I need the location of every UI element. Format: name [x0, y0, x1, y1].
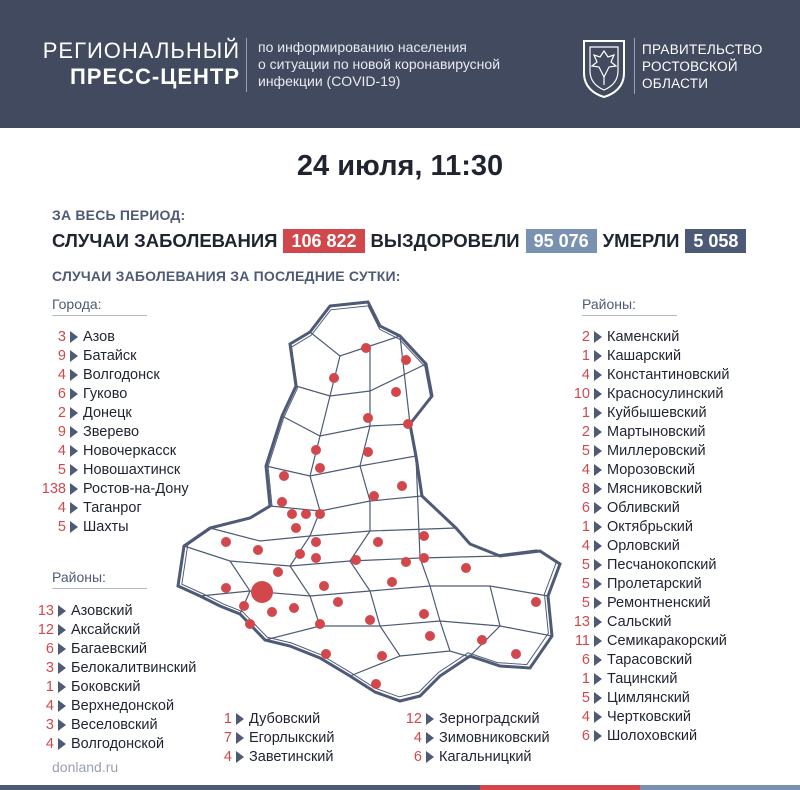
list-item — [40, 498, 189, 517]
place-name: Цимлянский — [607, 689, 690, 706]
government-label — [642, 41, 763, 92]
case-count: 2 — [57, 404, 66, 421]
case-count: 6 — [45, 640, 54, 657]
case-count: 2 — [581, 328, 590, 345]
gov-line: ОБЛАСТИ — [642, 76, 709, 91]
daily-cases-label: СЛУЧАИ ЗАБОЛЕВАНИЯ ЗА ПОСЛЕДНИЕ СУТКИ: — [52, 268, 401, 284]
report-date: 24 июля, 11:30 — [296, 150, 504, 182]
totals-row — [52, 229, 752, 253]
case-count: 1 — [581, 518, 590, 535]
case-count: 13 — [37, 602, 54, 619]
triangle-arrow-icon — [594, 445, 602, 457]
triangle-arrow-icon — [594, 521, 602, 533]
list-item — [40, 403, 189, 422]
place-name: Егорлыкский — [249, 729, 335, 746]
list-item — [40, 517, 189, 536]
list-item — [566, 346, 729, 365]
case-count: 1 — [581, 404, 590, 421]
press-center-subtitle — [258, 39, 538, 90]
list-item — [566, 688, 729, 707]
place-name: Азов — [83, 328, 115, 345]
place-name: Пролетарский — [607, 575, 702, 592]
list-item — [566, 707, 729, 726]
case-count: 5 — [57, 518, 66, 535]
place-name: Куйбышевский — [607, 404, 707, 421]
list-item — [34, 734, 196, 753]
list-item — [566, 422, 729, 441]
list-item — [566, 612, 729, 631]
press-center-title-line1: РЕГИОНАЛЬНЫЙ — [42, 38, 240, 63]
case-count: 8 — [581, 480, 590, 497]
list-item — [566, 327, 729, 346]
case-count: 4 — [57, 442, 66, 459]
place-name: Шахты — [83, 518, 129, 535]
list-item — [40, 479, 189, 498]
footer-bar-dark — [0, 785, 480, 790]
districts-right-title-text: Районы: — [582, 296, 636, 312]
case-count: 3 — [45, 659, 54, 676]
case-count: 5 — [581, 556, 590, 573]
list-item — [566, 498, 729, 517]
triangle-arrow-icon — [594, 540, 602, 552]
case-count: 4 — [45, 735, 54, 752]
place-name: Волгодонской — [71, 735, 165, 752]
place-name: Верхнедонской — [71, 697, 175, 714]
triangle-arrow-icon — [594, 426, 602, 438]
case-count: 10 — [573, 385, 590, 402]
triangle-arrow-icon — [70, 445, 78, 457]
list-item — [566, 650, 729, 669]
place-name: Багаевский — [71, 640, 148, 657]
districts-left-title — [52, 569, 147, 589]
list-item — [400, 747, 550, 766]
triangle-arrow-icon — [70, 502, 78, 514]
case-count: 4 — [581, 537, 590, 554]
place-name: Зимовниковский — [439, 729, 550, 746]
case-count: 1 — [45, 678, 54, 695]
place-name: Зверево — [83, 423, 140, 440]
place-name: Тацинский — [607, 670, 678, 687]
case-count: 12 — [405, 710, 422, 727]
place-name: Заветинский — [249, 748, 334, 765]
place-name: Волгодонск — [83, 366, 160, 383]
cases-badge: 106 822 — [283, 229, 364, 253]
list-item — [40, 460, 189, 479]
place-name: Красносулинский — [607, 385, 724, 402]
triangle-arrow-icon — [70, 407, 78, 419]
triangle-arrow-icon — [594, 730, 602, 742]
gov-line: РОСТОВСКОЙ — [642, 59, 738, 74]
case-count: 6 — [581, 499, 590, 516]
case-count: 4 — [57, 366, 66, 383]
list-item — [566, 517, 729, 536]
triangle-arrow-icon — [58, 624, 66, 636]
case-count: 4 — [581, 708, 590, 725]
case-count: 2 — [581, 423, 590, 440]
coat-of-arms-icon — [580, 37, 628, 99]
case-count: 1 — [581, 670, 590, 687]
place-name: Веселовский — [71, 716, 158, 733]
districts-middle-list-2 — [400, 709, 550, 766]
footer-bar-red — [480, 785, 640, 790]
case-count: 6 — [57, 385, 66, 402]
press-center-title-line2: ПРЕСС-ЦЕНТР — [69, 64, 240, 89]
footer-bar-blue — [640, 785, 800, 790]
triangle-arrow-icon — [594, 331, 602, 343]
place-name: Таганрог — [83, 499, 142, 516]
list-item — [40, 441, 189, 460]
place-name: Морозовский — [607, 461, 696, 478]
case-count: 4 — [581, 366, 590, 383]
list-item — [40, 422, 189, 441]
list-item — [566, 365, 729, 384]
case-count: 11 — [574, 632, 590, 649]
place-name: Зерноградский — [439, 710, 540, 727]
triangle-arrow-icon — [70, 426, 78, 438]
list-item — [214, 728, 334, 747]
place-name: Мясниковский — [607, 480, 703, 497]
case-count: 4 — [57, 499, 66, 516]
case-count: 7 — [223, 729, 232, 746]
place-name: Гуково — [83, 385, 128, 402]
subtitle-line: о ситуации по новой коронавирусной — [258, 56, 501, 72]
place-name: Константиновский — [607, 366, 730, 383]
districts-middle-list-1 — [214, 709, 334, 766]
list-item — [566, 536, 729, 555]
triangle-arrow-icon — [594, 635, 602, 647]
list-item — [566, 403, 729, 422]
place-name: Батайск — [83, 347, 137, 364]
case-count: 9 — [57, 423, 66, 440]
triangle-arrow-icon — [236, 751, 244, 763]
list-item — [566, 574, 729, 593]
triangle-arrow-icon — [594, 502, 602, 514]
triangle-arrow-icon — [594, 597, 602, 609]
header-banner — [0, 0, 800, 128]
recovered-badge: 95 076 — [526, 229, 597, 253]
case-count: 6 — [581, 651, 590, 668]
triangle-arrow-icon — [594, 692, 602, 704]
list-item — [566, 479, 729, 498]
cities-title — [52, 296, 147, 316]
place-name: Кагальницкий — [439, 748, 532, 765]
case-count: 9 — [57, 347, 66, 364]
place-name: Орловский — [607, 537, 680, 554]
place-name: Кашарский — [607, 347, 682, 364]
triangle-arrow-icon — [70, 350, 78, 362]
place-name: Ростов-на-Дону — [83, 480, 189, 497]
place-name: Обливский — [607, 499, 680, 516]
place-name: Боковский — [71, 678, 141, 695]
triangle-arrow-icon — [70, 483, 78, 495]
header-divider — [246, 38, 247, 92]
case-count: 138 — [41, 480, 66, 497]
place-name: Сальский — [607, 613, 672, 630]
triangle-arrow-icon — [594, 464, 602, 476]
place-name: Новошахтинск — [83, 461, 181, 478]
case-count: 3 — [45, 716, 54, 733]
cases-label: СЛУЧАИ ЗАБОЛЕВАНИЯ — [52, 230, 278, 251]
triangle-arrow-icon — [594, 483, 602, 495]
cities-list — [40, 327, 189, 536]
place-name: Шолоховский — [607, 727, 698, 744]
recovered-label: ВЫЗДОРОВЕЛИ — [370, 230, 520, 251]
list-item — [40, 327, 189, 346]
case-count: 4 — [223, 748, 232, 765]
case-count: 13 — [573, 613, 590, 630]
list-item — [34, 715, 196, 734]
press-center-title — [40, 38, 240, 90]
case-count: 6 — [413, 748, 422, 765]
triangle-arrow-icon — [594, 559, 602, 571]
list-item — [566, 460, 729, 479]
rostov-region-map-icon — [170, 296, 570, 716]
triangle-arrow-icon — [70, 369, 78, 381]
case-count: 5 — [581, 442, 590, 459]
total-period-label: ЗА ВЕСЬ ПЕРИОД: — [52, 207, 186, 223]
triangle-arrow-icon — [594, 616, 602, 628]
deaths-label: УМЕРЛИ — [602, 230, 680, 251]
place-name: Песчанокопский — [607, 556, 717, 573]
triangle-arrow-icon — [58, 643, 66, 655]
triangle-arrow-icon — [58, 738, 66, 750]
title-underline — [582, 315, 677, 316]
place-name: Семикаракорский — [607, 632, 727, 649]
case-count: 6 — [581, 727, 590, 744]
triangle-arrow-icon — [426, 751, 434, 763]
deaths-badge: 5 058 — [685, 229, 746, 253]
place-name: Мартыновский — [607, 423, 706, 440]
case-count: 1 — [223, 710, 232, 727]
case-count: 12 — [37, 621, 54, 638]
subtitle-line: по информированию населения — [258, 39, 467, 55]
list-item — [40, 346, 189, 365]
case-count: 1 — [581, 347, 590, 364]
place-name: Чертковский — [607, 708, 692, 725]
districts-right-title — [582, 296, 677, 316]
place-name: Ремонтненский — [607, 594, 711, 611]
triangle-arrow-icon — [70, 331, 78, 343]
list-item — [566, 555, 729, 574]
list-item — [566, 726, 729, 745]
case-count: 4 — [45, 697, 54, 714]
place-name: Азовский — [71, 602, 133, 619]
triangle-arrow-icon — [236, 732, 244, 744]
site-link[interactable]: donland.ru — [52, 759, 119, 775]
triangle-arrow-icon — [70, 388, 78, 400]
triangle-arrow-icon — [594, 350, 602, 362]
case-count: 4 — [413, 729, 422, 746]
place-name: Донецк — [83, 404, 132, 421]
list-item — [566, 441, 729, 460]
case-count: 5 — [581, 575, 590, 592]
case-count: 3 — [57, 328, 66, 345]
triangle-arrow-icon — [594, 407, 602, 419]
triangle-arrow-icon — [594, 369, 602, 381]
triangle-arrow-icon — [58, 605, 66, 617]
subtitle-line: инфекции (COVID-19) — [258, 73, 401, 89]
case-count: 5 — [581, 594, 590, 611]
list-item — [214, 747, 334, 766]
triangle-arrow-icon — [70, 464, 78, 476]
triangle-arrow-icon — [58, 662, 66, 674]
place-name: Дубовский — [249, 710, 321, 727]
list-item — [566, 669, 729, 688]
triangle-arrow-icon — [70, 521, 78, 533]
triangle-arrow-icon — [594, 388, 602, 400]
place-name: Тарасовский — [607, 651, 693, 668]
title-underline — [52, 315, 147, 316]
triangle-arrow-icon — [426, 732, 434, 744]
list-item — [400, 728, 550, 747]
triangle-arrow-icon — [594, 654, 602, 666]
districts-left-title-text: Районы: — [52, 569, 106, 585]
case-count: 4 — [581, 461, 590, 478]
triangle-arrow-icon — [594, 673, 602, 685]
list-item — [566, 631, 729, 650]
list-item — [40, 365, 189, 384]
cities-title-text: Города: — [52, 296, 102, 312]
header-divider — [634, 38, 635, 94]
list-item — [566, 384, 729, 403]
title-underline — [52, 588, 147, 589]
triangle-arrow-icon — [594, 578, 602, 590]
place-name: Октябрьский — [607, 518, 693, 535]
place-name: Миллеровский — [607, 442, 706, 459]
triangle-arrow-icon — [58, 719, 66, 731]
triangle-arrow-icon — [58, 681, 66, 693]
gov-line: ПРАВИТЕЛЬСТВО — [642, 42, 763, 57]
place-name: Новочеркасск — [83, 442, 177, 459]
place-name: Каменский — [607, 328, 680, 345]
place-name: Белокалитвинский — [71, 659, 197, 676]
list-item — [40, 384, 189, 403]
triangle-arrow-icon — [58, 700, 66, 712]
case-count: 5 — [581, 689, 590, 706]
case-count: 5 — [57, 461, 66, 478]
districts-right-list — [566, 327, 729, 745]
triangle-arrow-icon — [594, 711, 602, 723]
place-name: Аксайский — [71, 621, 141, 638]
list-item — [566, 593, 729, 612]
